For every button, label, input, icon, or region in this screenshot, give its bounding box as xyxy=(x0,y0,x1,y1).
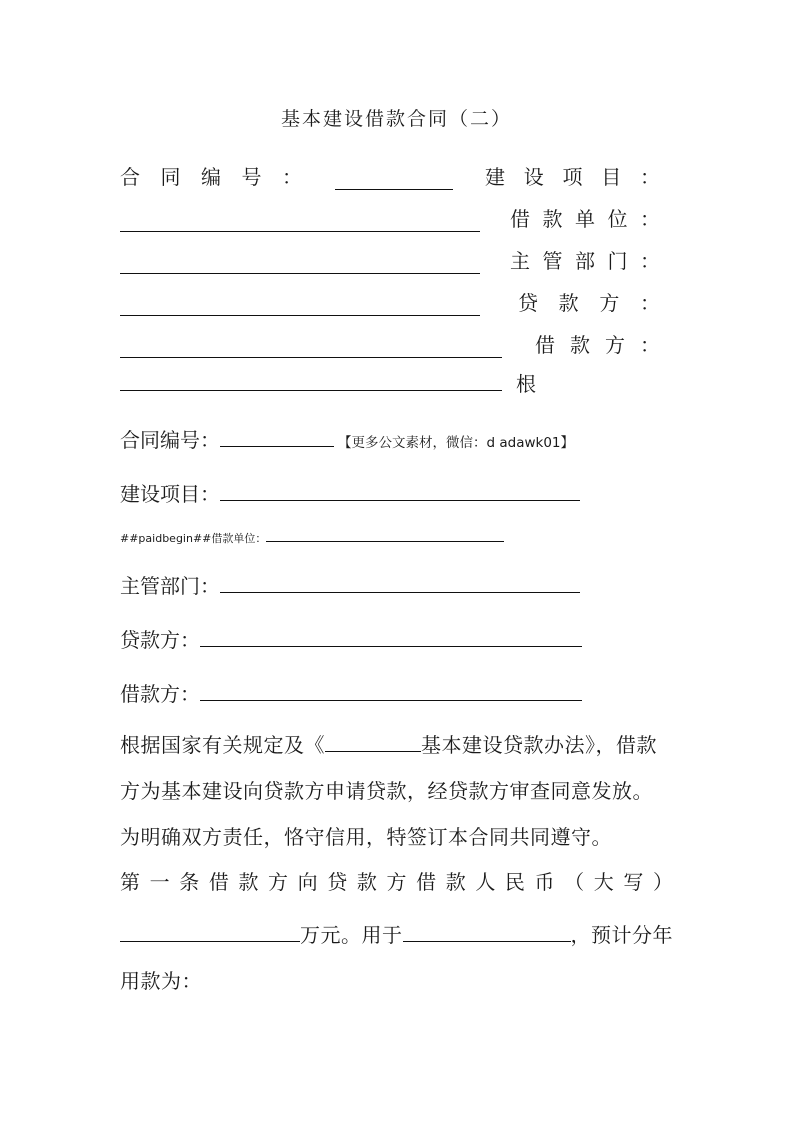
char: 币 xyxy=(534,870,555,894)
cover-borrower-label xyxy=(535,329,660,358)
cover-department-label xyxy=(510,245,660,274)
char: 方 xyxy=(268,870,289,894)
cover-row-5 xyxy=(120,328,660,358)
cover-row-6 xyxy=(120,368,536,398)
char: 编 xyxy=(201,165,221,189)
char: ： xyxy=(640,333,660,357)
char: 款 xyxy=(356,870,377,894)
char: 借 xyxy=(208,870,229,894)
char: ： xyxy=(640,165,660,189)
article-1-line-2 xyxy=(120,912,680,1004)
cover-department-field[interactable] xyxy=(120,293,480,316)
cover-row-3 xyxy=(120,244,660,274)
char: 款 xyxy=(238,870,259,894)
department-label: 主管部门： xyxy=(120,574,220,598)
promo-note: 【更多公文素材，微信：d adawk01】 xyxy=(338,435,575,451)
char: 民 xyxy=(504,870,525,894)
borrower-label: 借款方： xyxy=(120,682,200,706)
article-1-heading xyxy=(120,866,673,895)
char: 项 xyxy=(562,165,583,189)
char: 第 xyxy=(120,870,140,894)
article-1-text-b: ，预计分年用款为： xyxy=(120,923,673,993)
lender-label: 贷款方： xyxy=(120,628,200,652)
char: 一 xyxy=(149,870,170,894)
char: 方 xyxy=(599,291,620,315)
char: ： xyxy=(639,291,660,315)
amount-field[interactable] xyxy=(120,921,300,942)
cover-trailing-text: 根 xyxy=(516,372,536,396)
char: 门 xyxy=(607,249,628,273)
char: ） xyxy=(652,870,673,894)
char: 贷 xyxy=(518,291,538,315)
preamble-text-a: 根据国家有关规定及《 xyxy=(120,733,325,757)
cover-borrower-field[interactable] xyxy=(120,368,502,391)
char: 款 xyxy=(542,207,563,231)
article-1-heading-text xyxy=(120,866,673,895)
char: 位 xyxy=(607,207,628,231)
char: 借 xyxy=(535,333,555,357)
char: 款 xyxy=(558,291,579,315)
char: 款 xyxy=(570,333,590,357)
form-lender-row xyxy=(120,624,582,654)
form-department-row xyxy=(120,570,580,600)
contract-no-field[interactable] xyxy=(220,426,334,447)
contract-no-label: 合同编号： xyxy=(120,428,220,452)
char: 借 xyxy=(416,870,437,894)
cover-project-label xyxy=(485,161,660,190)
project-field[interactable] xyxy=(220,480,580,501)
cover-lender-label xyxy=(518,287,660,316)
form-contract-no-row xyxy=(120,424,574,454)
borrower-unit-field[interactable] xyxy=(266,531,504,542)
document-title: 基本建设借款合同（二） xyxy=(280,108,512,130)
char: ： xyxy=(640,249,660,273)
char: 借 xyxy=(510,207,530,231)
char: 主 xyxy=(510,249,530,273)
cover-row-4 xyxy=(120,286,660,316)
preamble-paragraph xyxy=(120,722,673,860)
cover-project-field[interactable] xyxy=(120,209,480,232)
char: ： xyxy=(282,165,302,189)
char: 建 xyxy=(485,165,505,189)
cover-borrower-unit-field[interactable] xyxy=(120,251,480,274)
char: 方 xyxy=(605,333,625,357)
cover-row-2 xyxy=(120,202,660,232)
char: 管 xyxy=(542,249,563,273)
char: 方 xyxy=(386,870,407,894)
char: 写 xyxy=(623,870,644,894)
char: 大 xyxy=(593,870,614,894)
char: 条 xyxy=(179,870,200,894)
cover-borrower-unit-label xyxy=(510,203,660,232)
char: 号 xyxy=(241,165,262,189)
department-field[interactable] xyxy=(220,572,580,593)
char: 同 xyxy=(160,165,181,189)
char: 人 xyxy=(475,870,496,894)
form-borrower-unit-row xyxy=(120,530,504,546)
cover-contract-no-field[interactable] xyxy=(335,167,453,190)
char: 向 xyxy=(297,870,318,894)
char: 设 xyxy=(523,165,544,189)
borrower-unit-label: ##paidbegin##借款单位： xyxy=(120,532,267,545)
borrower-field[interactable] xyxy=(200,680,582,701)
law-name-field[interactable] xyxy=(325,733,421,752)
cover-lender-field[interactable] xyxy=(120,335,502,358)
char: 款 xyxy=(445,870,466,894)
lender-field[interactable] xyxy=(200,626,582,647)
article-1-text-a: 万元。用于 xyxy=(300,923,403,947)
char: （ xyxy=(564,870,585,894)
char: 贷 xyxy=(327,870,348,894)
cover-row-1 xyxy=(120,160,660,190)
char: 部 xyxy=(575,249,595,273)
form-project-row xyxy=(120,478,580,508)
char: 目 xyxy=(601,165,622,189)
purpose-field[interactable] xyxy=(403,921,571,942)
char: ： xyxy=(640,207,660,231)
char: 单 xyxy=(575,207,595,231)
char: 合 xyxy=(120,165,140,189)
form-borrower-row xyxy=(120,678,582,708)
cover-contract-no-label xyxy=(120,161,302,190)
preamble-text-b: 基本建设贷款办法》，借款方为基本建设向贷款方申请贷款，经贷款方审查同意发放。为明确双方责任，恪守信用，特签订本合同共同遵守。 xyxy=(120,733,657,849)
project-label: 建设项目： xyxy=(120,482,220,506)
